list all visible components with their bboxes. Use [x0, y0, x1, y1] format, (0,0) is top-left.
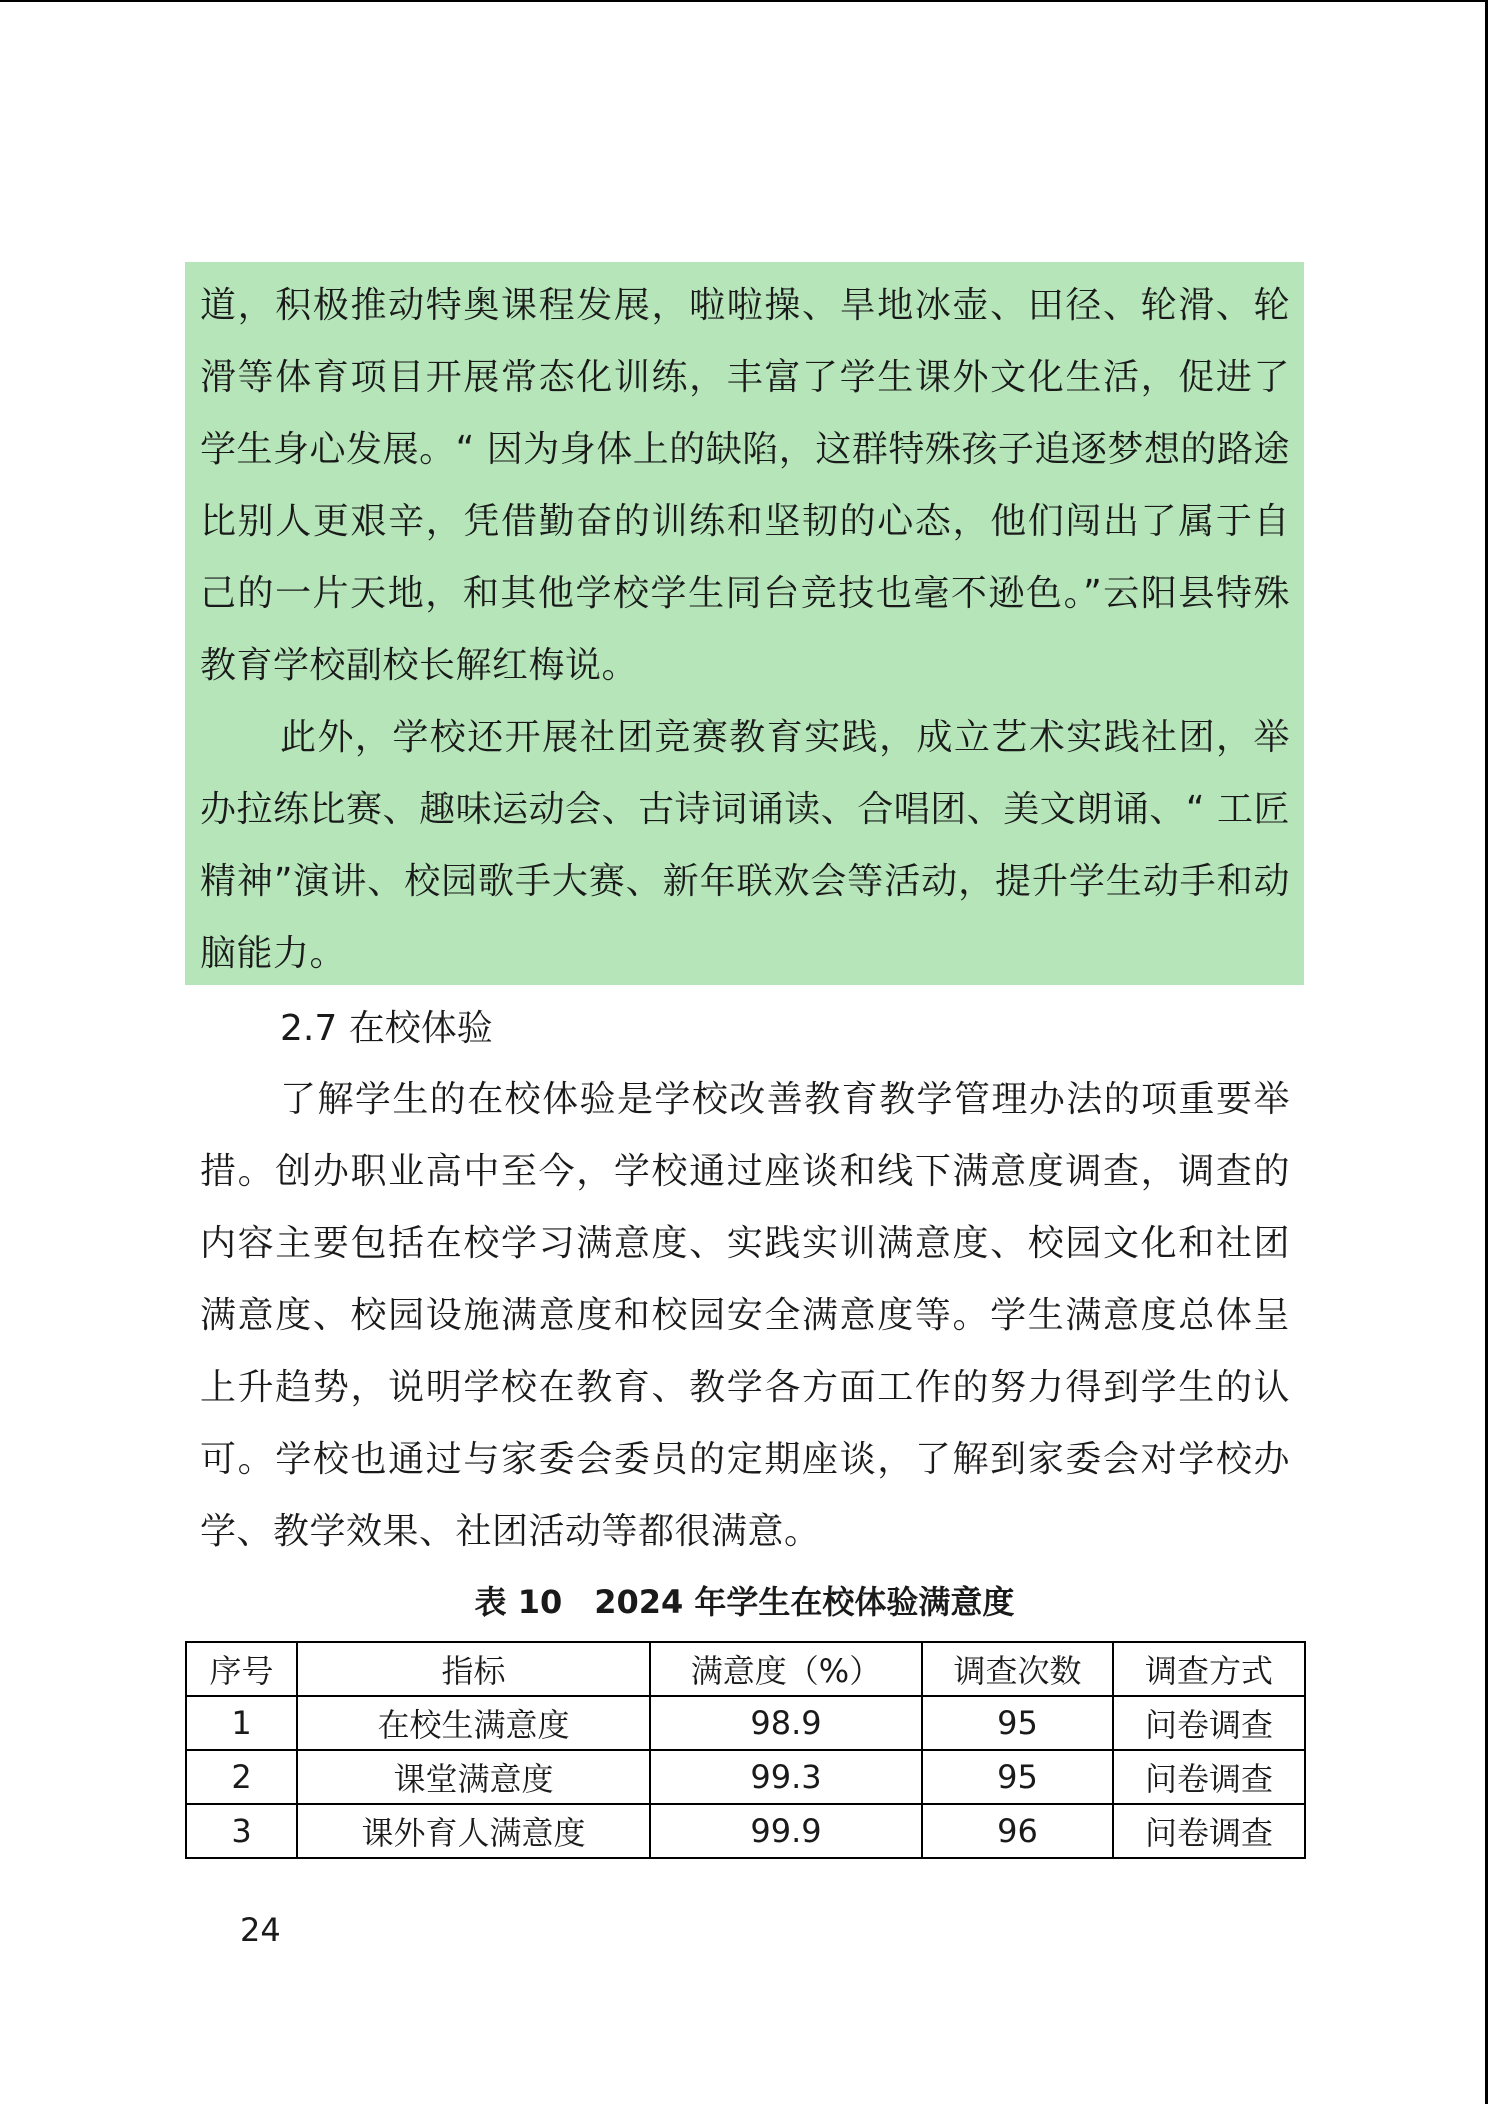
cell-indicator: 在校生满意度: [297, 1696, 650, 1750]
header-survey-count: 调查次数: [922, 1642, 1113, 1696]
table-caption: 表 10 2024 年学生在校体验满意度: [474, 1583, 1015, 1621]
cell-satisfaction: 99.9: [650, 1804, 922, 1858]
header-indicator: 指标: [297, 1642, 650, 1696]
cell-indicator: 课外育人满意度: [297, 1804, 650, 1858]
cell-index: 1: [186, 1696, 297, 1750]
header-survey-method: 调查方式: [1113, 1642, 1305, 1696]
page-number: 24: [240, 1911, 281, 1949]
cell-satisfaction: 99.3: [650, 1750, 922, 1804]
table-row: [186, 1804, 1305, 1858]
paragraph-sports-activities: 道，积极推动特奥课程发展，啦啦操、旱地冰壶、田径、轮滑、轮滑等体育项目开展常态化训练，丰富了学生课外文化生活，促进了学生身心发展。“ 因为身体上的缺陷，这群特殊孩子追逐梦想的路途比别人更艰辛，凭借勤奋的训练和坚韧的心态，他们闯出了属于自己的一片天地，和其他学校学生同台竞技也毫不逊色。”云阳县特殊教育学校副校长解红梅说。: [200, 285, 1290, 686]
cell-index: 2: [186, 1750, 297, 1804]
cell-survey-method: 问卷调查: [1113, 1750, 1305, 1804]
cell-survey-count: 95: [922, 1696, 1113, 1750]
cell-satisfaction: 98.9: [650, 1696, 922, 1750]
header-index: 序号: [186, 1642, 297, 1696]
cell-index: 3: [186, 1804, 297, 1858]
cell-survey-method: 问卷调查: [1113, 1696, 1305, 1750]
section-heading: 2.7 在校体验: [280, 1008, 493, 1049]
paragraph-club-activities: 此外，学校还开展社团竞赛教育实践，成立艺术实践社团，举办拉练比赛、趣味运动会、古诗词诵读、合唱团、美文朗诵、“ 工匠精神”演讲、校园歌手大赛、新年联欢会等活动，提升学生动手和动脑能力。: [200, 717, 1290, 974]
cell-survey-method: 问卷调查: [1113, 1804, 1305, 1858]
header-satisfaction: 满意度（%）: [650, 1642, 922, 1696]
table-row: [186, 1696, 1305, 1750]
cell-survey-count: 96: [922, 1804, 1113, 1858]
table-header-row: [186, 1642, 1305, 1696]
satisfaction-table: [185, 1641, 1306, 1859]
cell-survey-count: 95: [922, 1750, 1113, 1804]
page-border-top: [0, 0, 1488, 2]
paragraph-school-experience: 了解学生的在校体验是学校改善教育教学管理办法的项重要举措。创办职业高中至今，学校通过座谈和线下满意度调查，调查的内容主要包括在校学习满意度、实践实训满意度、校园文化和社团满意度、校园设施满意度和校园安全满意度等。学生满意度总体呈上升趋势，说明学校在教育、教学各方面工作的努力得到学生的认可。学校也通过与家委会委员的定期座谈，了解到家委会对学校办学、教学效果、社团活动等都很满意。: [200, 1079, 1290, 1552]
table-row: [186, 1750, 1305, 1804]
cell-indicator: 课堂满意度: [297, 1750, 650, 1804]
